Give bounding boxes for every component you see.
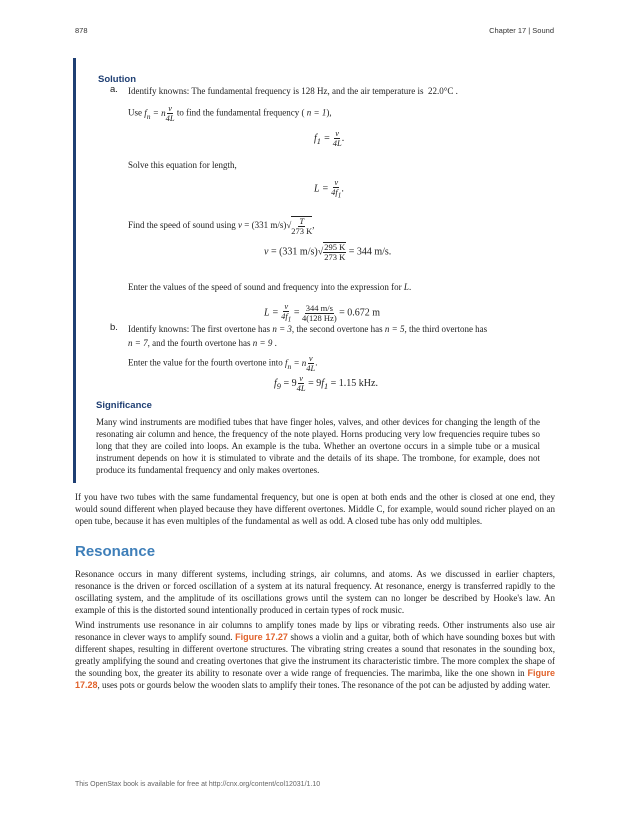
n-equals-1: n = 1 <box>306 107 327 118</box>
speed-result: = 344 m/s. <box>348 246 392 258</box>
part-a-label: a. <box>110 84 118 95</box>
speed-line: Find the speed of sound using v = (331 m/s)√ $\frac{T}{273 K}$ , <box>128 216 315 236</box>
equation-speed: v = (331 m/s)√ $\frac{295 K}{273 K}$ = 344 m/s. <box>264 242 392 262</box>
part-b-label: b. <box>110 322 118 333</box>
paren-close: ), <box>326 107 332 118</box>
paragraph-resonance: Resonance occurs in many different systems, including strings, air columns, and atoms. As we discussed in earlier chapters, resonance is the driven or forced oscillation of a system at its natural frequency. At resonance, energy is transferred rapidly to the oscillating system, and the amplitude of its oscillations grows until the system can no longer be described by Hooke's law. An example of this is the distorted sound intentionally produced in certain types of rock music. <box>75 569 555 615</box>
L-result: = 0.672 m <box>339 307 381 319</box>
enter-line: Enter the values of the speed of sound and frequency into the expression for L. <box>128 282 412 292</box>
equation-L: L = $\frac{v}{4f_1}$ . <box>314 177 344 200</box>
f9-result: = 1.15 kHz. <box>330 377 378 389</box>
equation-f9: $f_9 = 9$ $\frac{v}{4L}$ = $9f_1 = 1.15$ kHz. <box>274 373 378 393</box>
solution-box <box>73 58 556 483</box>
section-title-resonance: Resonance <box>75 543 156 560</box>
temperature-value: 22.0°C . <box>428 86 458 96</box>
figure-17-27-link[interactable]: Figure 17.27 <box>235 632 288 642</box>
paragraph-tubes: If you have two tubes with the same fundamental frequency, but one is open at both ends and the other is closed at one end, they would sound different when played because they have different overtones. Middle C, for example, would sound richer played on an open tube, because it has even multiples of the fundamental as well as odd. A closed tube has only odd multiples. <box>75 492 555 526</box>
speed-text: Find the speed of sound using <box>128 220 236 231</box>
n-equals-7: n = 7 <box>128 338 148 348</box>
part-b-enter: Enter the value for the fourth overtone into $f_n = n$ $\frac{v}{4L}$ . <box>128 353 318 373</box>
equation-L-result: L = $\frac{v}{4f_1}$ = $\frac{344 m/s}{4(128 Hz)}$ = 0.672 m <box>264 301 381 324</box>
fraction-v-4L: $\frac{v}{4L}$ <box>165 103 175 123</box>
chapter-header: Chapter 17 | Sound <box>489 26 554 35</box>
footer-note: This OpenStax book is available for free at http://cnx.org/content/col12031/1.10 <box>75 781 321 788</box>
fundamental-text: to find the fundamental frequency ( <box>176 107 305 118</box>
formula-fn: $f_n = n$ <box>144 107 166 121</box>
paragraph-wind-instruments: Wind instruments use resonance in air columns to amplify tones made by lips or vibrating reeds. Other instruments also use air resonance in clever ways to amplify sound. Figure 17.27 shows a violin and a guitar, both of which have sounding boxes but with different shapes, resulting in different overtone structures. The vibrating string creates a sound that resonates in the sounding box, greatly amplifying the sound and creating overtones that give the instrument its characteristic timbre. The more complex the shape of the sounding box, the greater its ability to resonate over a wide range of frequencies. The marimba, like the one shown in Figure 17.28, uses pots or gourds below the wooden slats to amplify their tones. The resonance of the pot can be adjusted by adding water. <box>75 620 556 690</box>
use-text: Use <box>128 107 142 118</box>
figure-17-28-link[interactable]: Figure 17.28 <box>75 668 556 690</box>
significance-heading: Significance <box>96 400 152 411</box>
solve-text: Solve this equation for length, <box>128 160 237 170</box>
enter-text: Enter the values of the speed of sound and frequency into the expression for <box>128 282 402 292</box>
n-equals-3: n = 3 <box>272 324 292 334</box>
part-a-line2 <box>128 104 332 123</box>
solution-heading: Solution <box>98 74 136 85</box>
equation-f1: $f_1$ = $\frac{v}{4L}$ . <box>314 128 345 148</box>
part-a-knowns-text: Identify knowns: The fundamental frequency is 128 Hz, and the air temperature is <box>128 86 424 96</box>
part-b-line1: Identify knowns: The first overtone has n = 3, the second overtone has n = 5, the third overtone has <box>128 324 488 334</box>
n-equals-5: n = 5 <box>384 324 405 334</box>
part-b-line2: n = 7, and the fourth overtone has n = 9 . <box>128 338 277 348</box>
significance-text: Many wind instruments are modified tubes that have finger holes, valves, and other devices for changing the length of the resonating air column and hence, the frequency of the note played. Horns producing very low frequencies require tubes so long that they are coiled into loops. An example is the tuba. Whether an overtone occurs in a simple tube or a musical instrument depends on how it is stimulated to vibrate and the details of its shape. The trombone, for example, does not produce its fundamental frequency and only makes overtones. <box>96 417 540 475</box>
page-number: 878 <box>75 26 88 35</box>
n-equals-9: n = 9 <box>252 338 273 348</box>
part-a-line1 <box>128 86 458 96</box>
